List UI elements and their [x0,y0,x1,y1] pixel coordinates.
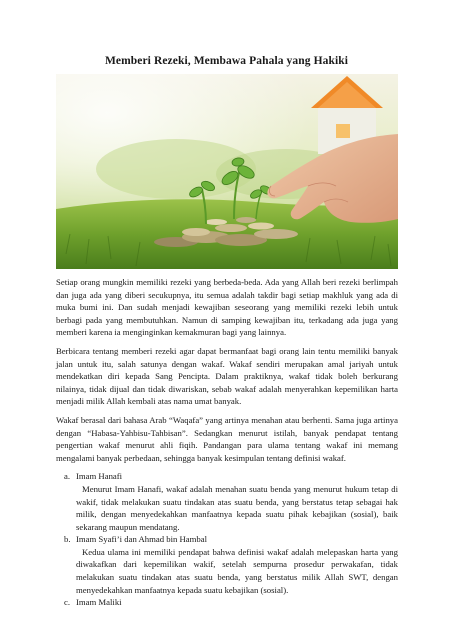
list-marker: a. [64,471,71,482]
list-item [56,533,398,596]
list-item-text: Menurut Imam Hanafi, wakaf adalah menahan suatu benda yang menurut hukum tetap di wakif, tidak melakukan suatu tindakan atas suatu benda, yang berstatus tetap sebagai hak milik, dengan menyedekahkan manfaatnya kepada suatu pihak kebajikan (sosial), baik sekarang maupun mendatang. [76,483,398,532]
list-item-text: Kedua ulama ini memiliki pendapat bahwa definisi wakaf adalah melepaskan harta yang diwakafkan dari kepemilikan wakif, setelah sempurna prosedur perwakafan, tidak melakukan suatu tindakan atas suatu benda, yang berstatus milik Allah SWT, dengan menyedekahkan manfaatnya kepada suatu kebajikan (sosial). [76,546,398,595]
list-item-title: Imam Maliki [76,597,122,608]
paragraph-2: Berbicara tentang memberi rezeki agar dapat bermanfaat bagi orang lain tentu memiliki banyak jalan untuk itu, salah satunya dengan wakaf. Wakaf sendiri merupakan amal jariyah untuk mendekatkan diri kepada Sang Pencipta. Dalam praktiknya, wakaf tidak boleh berkurang nilainya, tidak dijual dan tidak diwariskan, sebab wakaf adalah menyerahkan kepemilikan harta menjadi milik Allah kembali atas nama umat banyak. [56,345,398,407]
list-marker: b. [64,534,71,545]
list-marker: c. [64,597,71,608]
list-item [56,596,398,609]
document-title: Memberi Rezeki, Membawa Pahala yang Hakiki [104,55,349,67]
paragraph-3: Wakaf berasal dari bahasa Arab “Waqafa” yang artinya menahan atau berhenti. Sama juga artinya dengan “Habasa-Yahbisu-Tahbisan”. Sedangkan menurut istilah, banyak pendapat tentang pengertian wakaf menurut ahli fiqih. Pandangan para ulama tentang wakaf ini memang mengalami banyak perbedaan, sehingga banyak kesimpulan tentang definisi wakaf. [56,414,398,463]
list-item-title: Imam Hanafi [76,471,123,482]
list-item [56,470,398,533]
paragraph-1: Setiap orang mungkin memiliki rezeki yang berbeda-beda. Ada yang Allah beri rezeki berlimpah dan juga ada yang diberi secukupnya, itu semua adalah takdir bagi setiap makhluk yang ada di muka bumi ini. Dan sudah menjadi kewajiban seseorang yang memiliki rezeki lebih untuk berbagi pada yang membutuhkan. Namun di samping kewajiban itu, terkadang ada juga yang memberi karena ia menginginkan kemakmuran bagi yang lainnya. [56,277,398,338]
scholar-definition-list [56,470,398,609]
document-body [56,276,398,609]
hero-image-hand-planting-sprout-on-coins [56,74,398,269]
list-item-title: Imam Syafi’i dan Ahmad bin Hambal [76,534,208,545]
